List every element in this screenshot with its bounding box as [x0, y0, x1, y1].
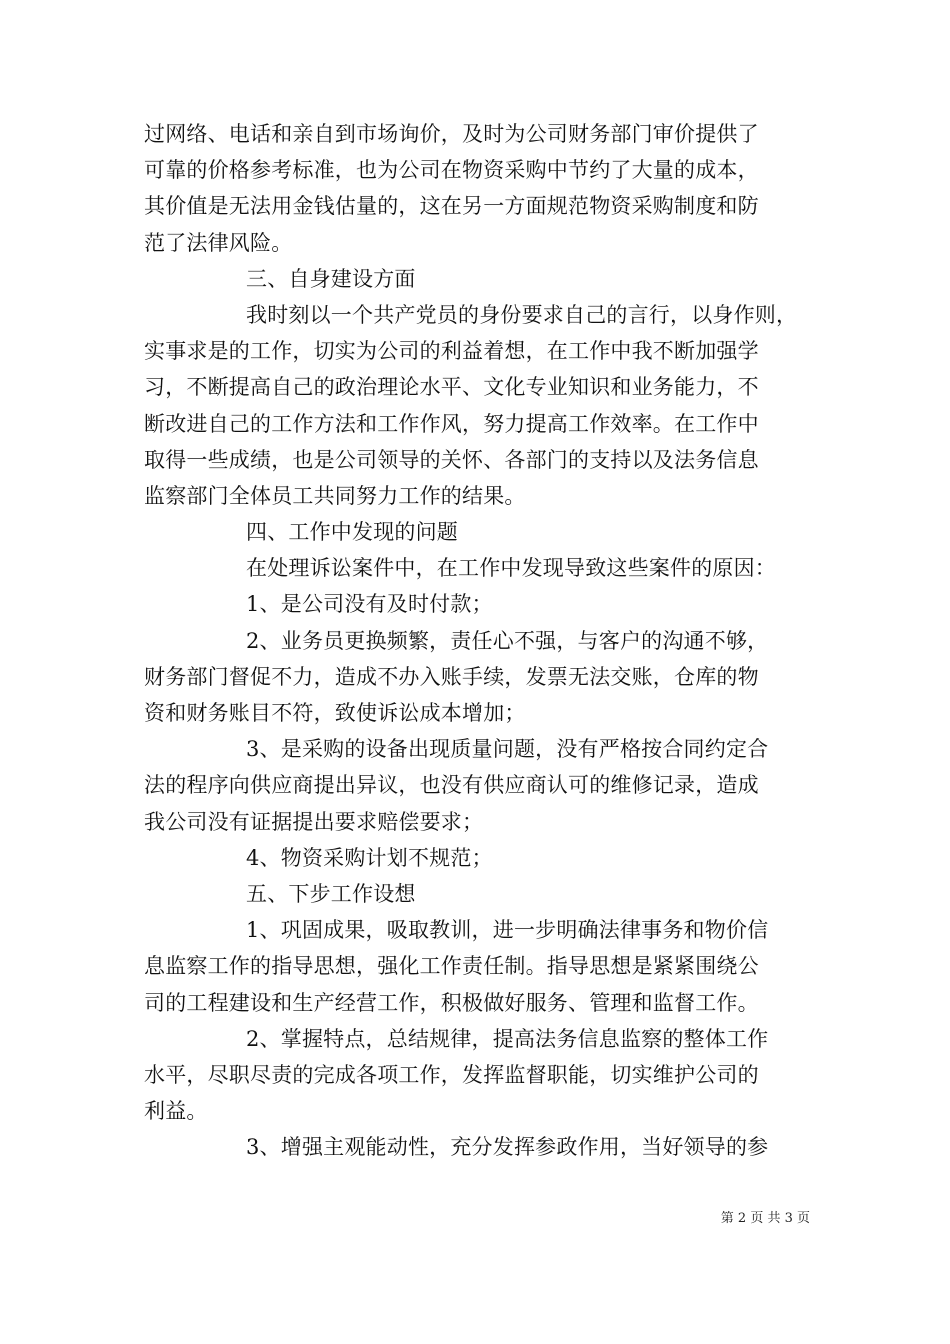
section-heading-3: 三、自身建设方面	[246, 266, 416, 291]
text-line: 在处理诉讼案件中，在工作中发现导致这些案件的原因：	[246, 556, 776, 581]
text-line: 其价值是无法用金钱估量的，这在另一方面规范物资采购制度和防	[144, 194, 759, 219]
text-line: 我公司没有证据提出要求赔偿要求；	[144, 809, 484, 834]
page-number: 第 2 页 共 3 页	[720, 1211, 810, 1226]
text-line: 监察部门全体员工共同努力工作的结果。	[144, 483, 526, 508]
text-line: 资和财务账目不符，致使诉讼成本增加；	[144, 701, 526, 725]
list-item-4: 4、物资采购计划不规范；	[246, 845, 493, 870]
text-line: 断改进自己的工作方法和工作作风，努力提高工作效率。在工作中	[144, 411, 759, 436]
plan-item-2: 2、掌握特点，总结规律，提高法务信息监察的整体工作	[246, 1026, 769, 1051]
text-line: 范了法律风险。	[144, 230, 293, 255]
list-item-3: 3、是采购的设备出现质量问题，没有严格按合同约定合	[246, 737, 769, 762]
text-line: 过网络、电话和亲自到市场询价，及时为公司财务部门审价提供了	[144, 122, 759, 146]
text-line: 财务部门督促不力，造成不办入账手续，发票无法交账，仓库的物	[144, 664, 759, 689]
text-line: 实事求是的工作，切实为公司的利益着想，在工作中我不断加强学	[144, 339, 759, 364]
text-line: 水平，尽职尽责的完成各项工作，发挥监督职能，切实维护公司的	[144, 1062, 759, 1087]
section-heading-4: 四、工作中发现的问题	[246, 520, 458, 545]
plan-item-3: 3、增强主观能动性，充分发挥参政作用，当好领导的参	[246, 1135, 769, 1160]
text-line: 可靠的价格参考标准，也为公司在物资采购中节约了大量的成本，	[144, 158, 759, 183]
list-item-2: 2、业务员更换频繁，责任心不强，与客户的沟通不够，	[246, 628, 769, 653]
list-item-1: 1、是公司没有及时付款；	[246, 592, 493, 617]
text-line: 利益。	[144, 1099, 208, 1124]
section-heading-5: 五、下步工作设想	[246, 881, 416, 906]
plan-item-1: 1、巩固成果，吸取教训，进一步明确法律事务和物价信	[246, 918, 769, 943]
text-line: 息监察工作的指导思想，强化工作责任制。指导思想是紧紧围绕公	[144, 954, 759, 979]
document-body	[144, 116, 808, 1165]
text-line: 习，不断提高自己的政治理论水平、文化专业知识和业务能力，不	[144, 375, 759, 400]
text-line: 司的工程建设和生产经营工作，积极做好服务、管理和监督工作。	[144, 990, 759, 1015]
text-line: 取得一些成绩，也是公司领导的关怀、各部门的支持以及法务信息	[144, 447, 759, 472]
text-line: 我时刻以一个共产党员的身份要求自己的言行，以身作则，	[246, 302, 798, 327]
text-line: 法的程序向供应商提出异议，也没有供应商认可的维修记录，造成	[144, 773, 759, 798]
